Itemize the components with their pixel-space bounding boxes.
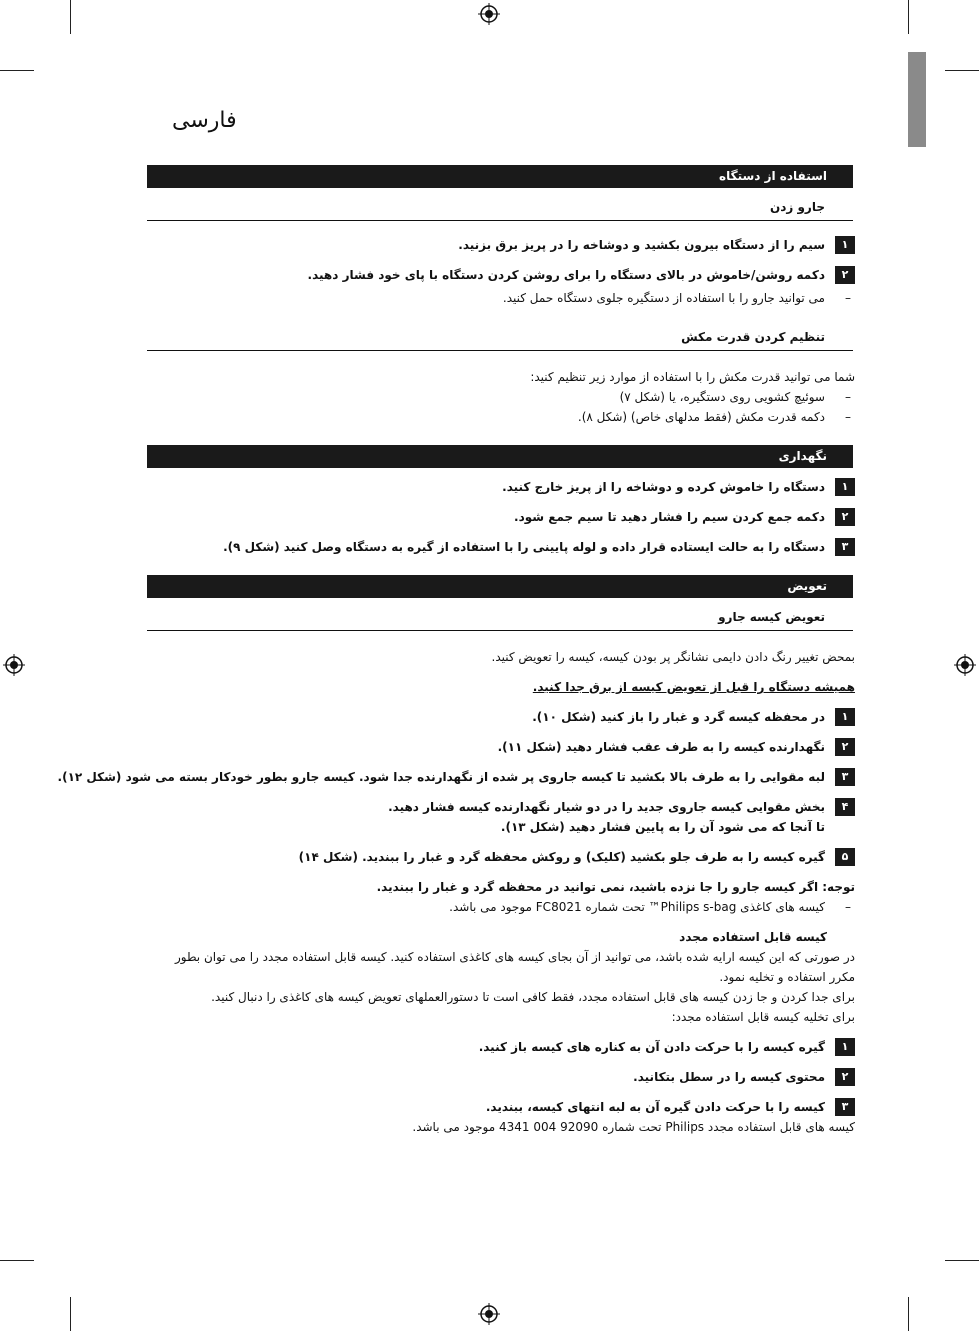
paragraph: بمحض تغییر رنگ دادن دایمی نشانگر پر بودن کیسه، کیسه را تعویض کنید. <box>491 650 855 664</box>
crop-mark <box>70 0 71 34</box>
step-number: ۲ <box>835 266 855 284</box>
step-2: ۲ نگهدارنده کیسه را به طرف عقب فشار دهید (شکل ۱۱). <box>147 739 855 755</box>
paragraph: مکرر استفاده و تخلیه نمود. <box>719 970 855 984</box>
step-2: ۲ محتوی کیسه را در سطل بتکانید. <box>147 1069 855 1085</box>
step-number: ۲ <box>835 508 855 526</box>
step-2: ۲ دکمه جمع کردن سیم را فشار دهید تا سیم جمع شود. <box>147 509 855 525</box>
language-tab <box>908 52 926 147</box>
step-3: ۳ لبه مقوایی را به طرف بالا بکشید تا کیسه جاروی پر شده از نگهدارنده جدا شود. کیسه جارو بطور خودکار بسته می شود (شکل ۱۲). <box>147 769 855 785</box>
step-number: ۱ <box>835 1038 855 1056</box>
paragraph: شما می توانید قدرت مکش را با استفاده از موارد زیر تنظیم کنید: <box>530 370 855 384</box>
step-2: ۲ دکمه روشن/خاموش در بالای دستگاه را برای روشن کردن دستگاه با پای خود فشار دهید. <box>147 267 855 283</box>
subheading-suction: تنظیم کردن قدرت مکش <box>147 330 853 351</box>
warning-paragraph: همیشه دستگاه را قبل از تعویض کیسه از برق جدا کنید. <box>532 680 855 694</box>
registration-mark-icon <box>3 654 25 676</box>
step-number: ۲ <box>835 738 855 756</box>
subheading-replace-bag: تعویض کیسه جارو <box>147 610 853 631</box>
crop-mark <box>70 1297 71 1331</box>
paragraph: کیسه های قابل استفاده مجدد Philips تحت شماره 92090 004 4341 موجود می باشد. <box>412 1120 855 1134</box>
paragraph: در صورتی که این کیسه ارایه شده باشد، می توانید از آن بجای کیسه های کاغذی استفاده کنید. کیسه قابل استفاده مجدد را می توان بطور <box>174 950 855 964</box>
step-1: ۱ گیره کیسه را با حرکت دادن آن به کناره های کیسه باز کنید. <box>147 1039 855 1055</box>
crop-mark <box>908 1297 909 1331</box>
section-bar-replacement: تعویض <box>147 575 853 598</box>
step-1: ۱ در محفظه کیسه گرد و غبار را باز کنید (شکل ۱۰). <box>147 709 855 725</box>
step-number: ۳ <box>835 538 855 556</box>
registration-mark-icon <box>478 1303 500 1325</box>
note: توجه: اگر کیسه جارو را جا نزده باشید، نمی توانید در محفظه گرد و غبار را ببندید. <box>376 880 855 894</box>
crop-mark <box>0 1260 34 1261</box>
registration-mark-icon <box>954 654 976 676</box>
step-4: ۴ بخش مقوایی کیسه جاروی جدید را در دو شیار نگهدارنده کیسه فشار دهید. <box>147 799 855 815</box>
step-4-continued: تا آنجا که می شود آن را به پایین فشار دهید (شکل ۱۳). <box>500 820 825 834</box>
subheading-reusable-bag: کیسه قابل استفاده مجدد <box>679 930 827 944</box>
step-5: ۵ گیره کیسه را به طرف جلو بکشید (کلیک) و روکش محفظه گرد و غبار را ببندید. (شکل ۱۴) <box>147 849 855 865</box>
step-3: ۳ کیسه را با حرکت دادن گیره آن به لبه انتهای کیسه، ببندید. <box>147 1099 855 1115</box>
crop-mark <box>945 1260 979 1261</box>
crop-mark <box>908 0 909 34</box>
registration-mark-icon <box>478 3 500 25</box>
paragraph: برای تخلیه کیسه قابل استفاده مجدد: <box>671 1010 855 1024</box>
subheading-vacuuming: جارو زدن <box>147 200 853 221</box>
paragraph: برای جدا کردن و جا زدن کیسه های قابل استفاده مجدد، فقط کافی است تا دستورالعملهای تعویض کیسه های کاغذی را دنبال کنید. <box>211 990 855 1004</box>
step-number: ۱ <box>835 478 855 496</box>
step-number: ۱ <box>835 236 855 254</box>
step-number: ۳ <box>835 1098 855 1116</box>
step-3: ۳ دستگاه را به حالت ایستاده قرار داده و لوله پایینی را با استفاده از گیره به دستگاه وصل کنید (شکل ۹). <box>147 539 855 555</box>
step-number: ۲ <box>835 1068 855 1086</box>
step-1: ۱ سیم را از دستگاه بیرون بکشید و دوشاخه را در پریز برق بزنید. <box>147 237 855 253</box>
section-bar-usage: استفاده از دستگاه <box>147 165 853 188</box>
dash-item: – دکمه قدرت مکش (فقط مدلهای خاص) (شکل ۸). <box>577 410 851 424</box>
step-number: ۴ <box>835 798 855 816</box>
dash-item: – کیسه های کاغذی Philips s-bag™ تحت شماره FC8021 موجود می باشد. <box>449 900 851 914</box>
step-number: ۵ <box>835 848 855 866</box>
step-number: ۳ <box>835 768 855 786</box>
dash-item: – می توانید جارو را با استفاده از دستگیره جلوی دستگاه حمل کنید. <box>502 291 851 305</box>
crop-mark <box>0 70 34 71</box>
crop-mark <box>945 70 979 71</box>
dash-item: – سوئیچ کشویی روی دستگیره، یا (شکل ۷) <box>619 390 851 404</box>
page-title: فارسی <box>172 108 237 133</box>
step-1: ۱ دستگاه را خاموش کرده و دوشاخه را از پریز خارج کنید. <box>147 479 855 495</box>
step-number: ۱ <box>835 708 855 726</box>
section-bar-storage: نگهداری <box>147 445 853 468</box>
